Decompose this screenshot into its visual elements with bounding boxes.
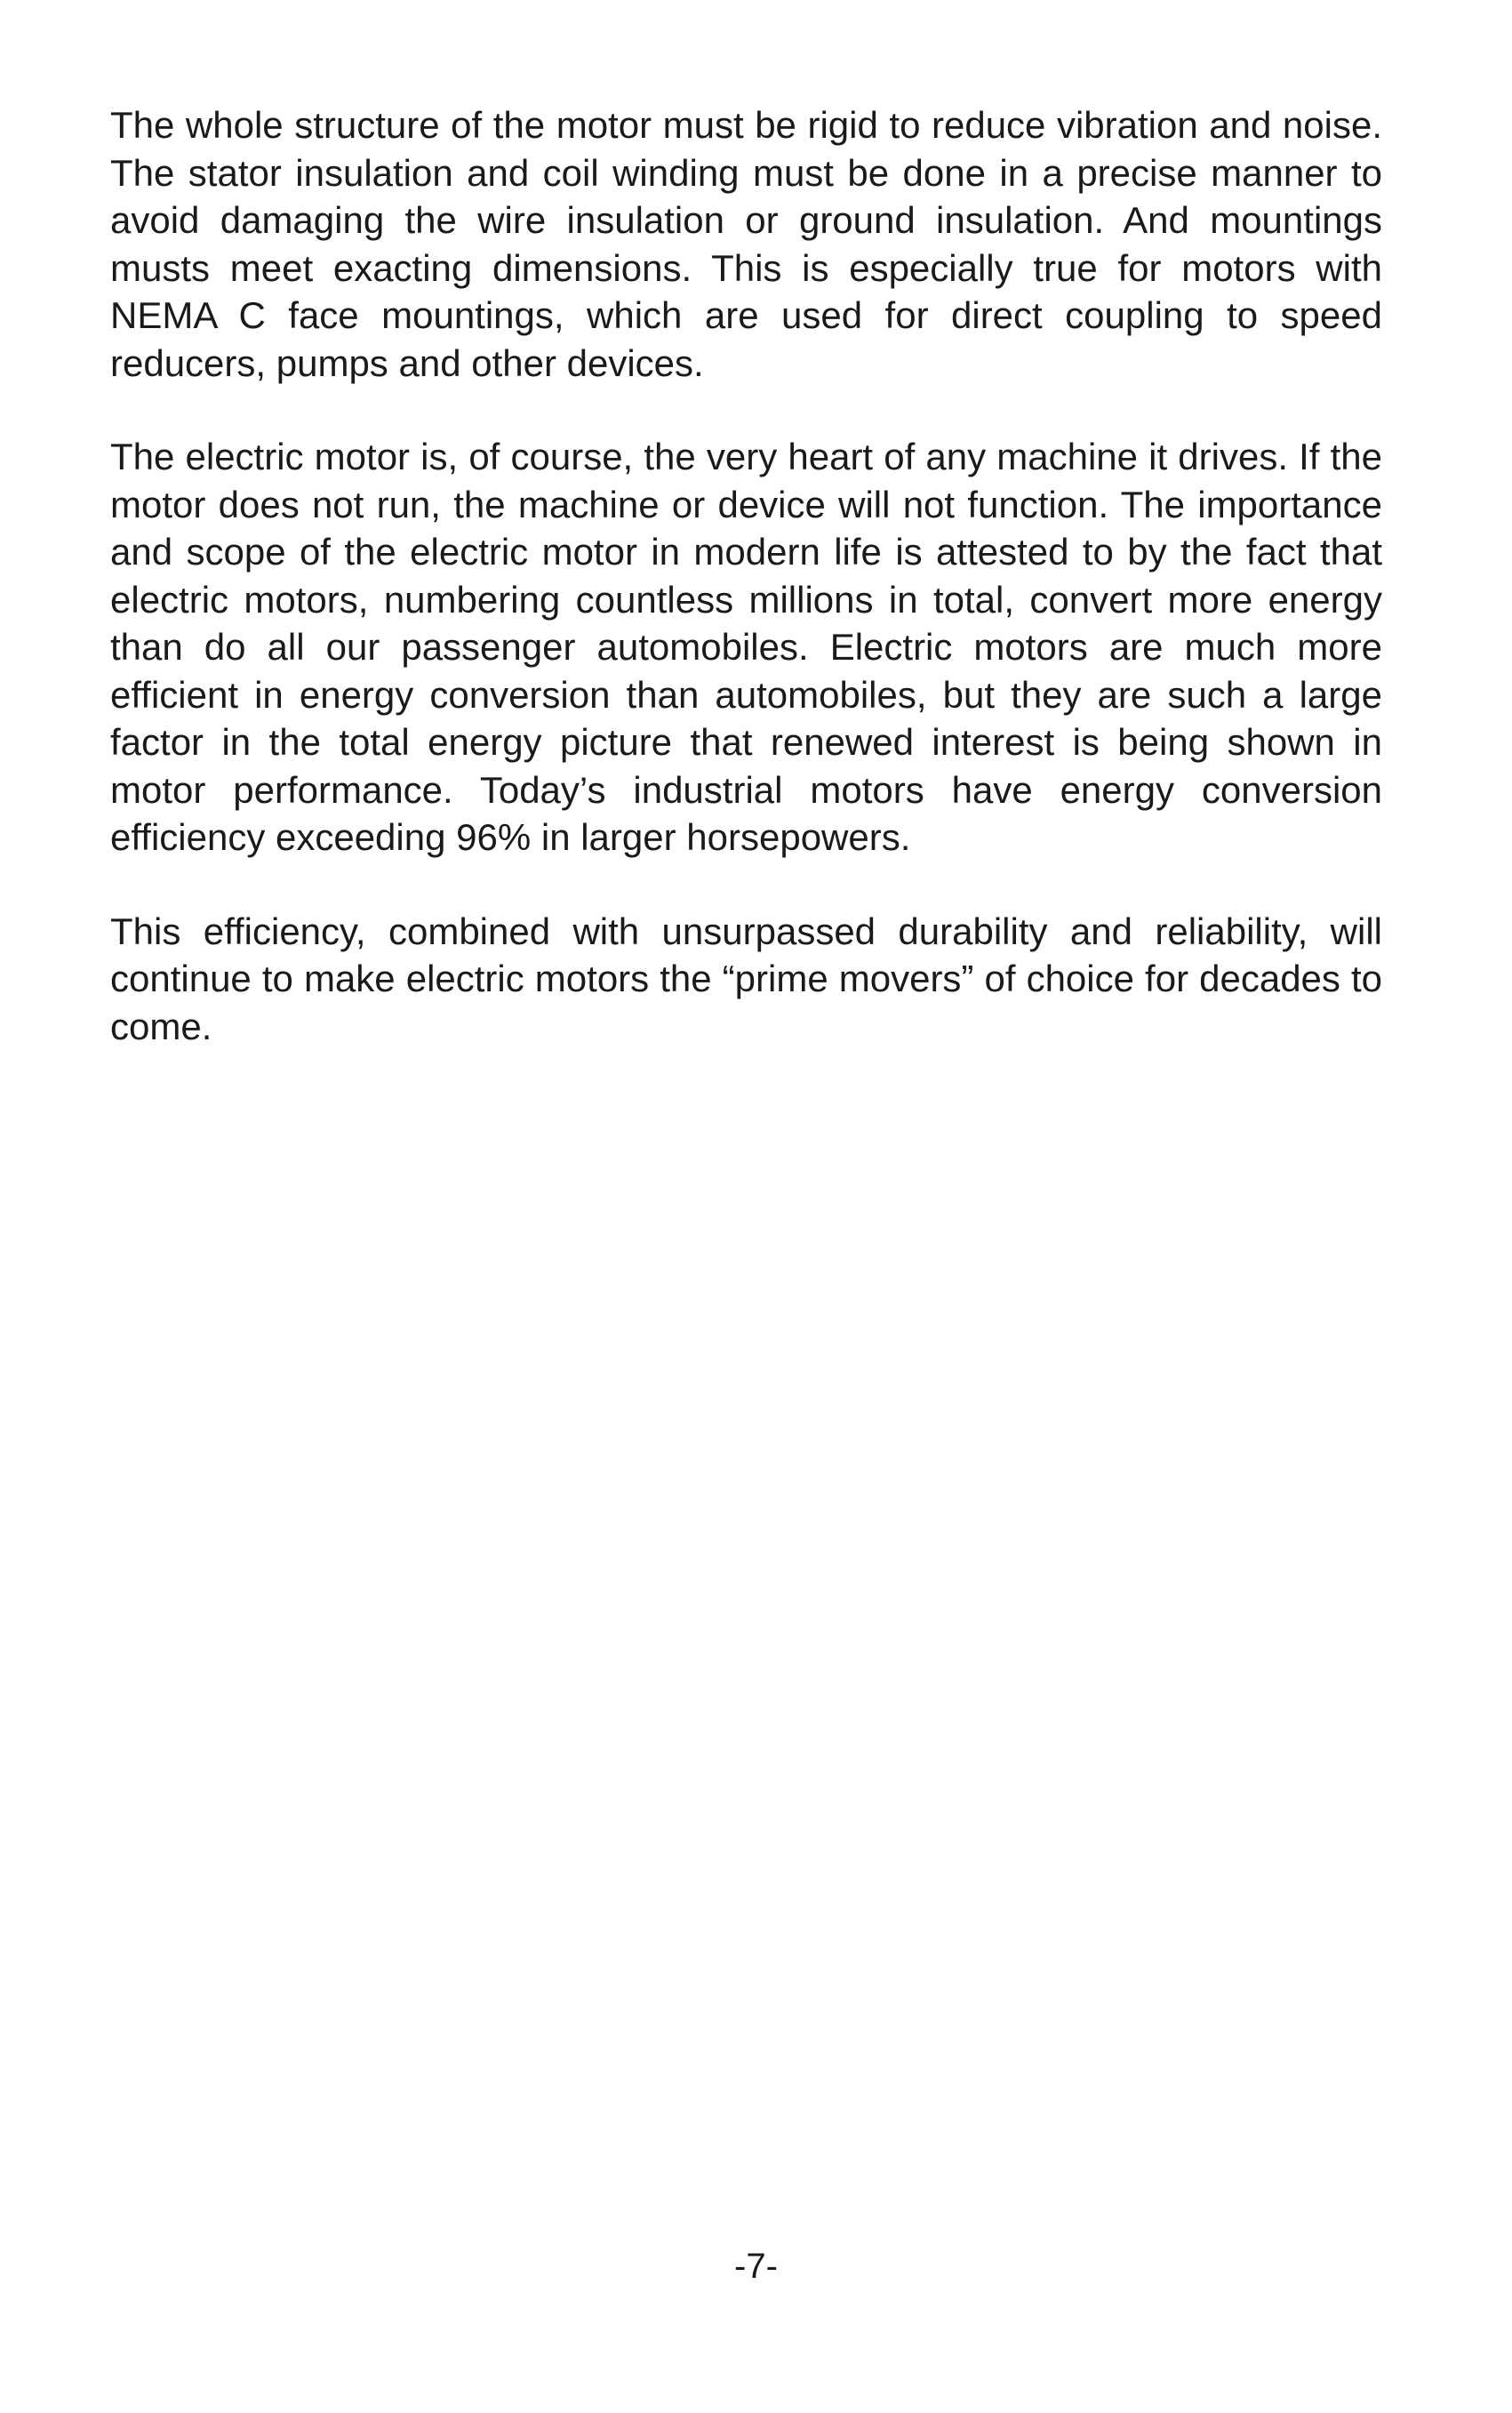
body-text [110, 101, 1382, 1096]
page-number: -7- [734, 2247, 778, 2286]
paragraph-electric-motor-heart: The electric motor is, of course, the very heart of any machine it drives. If the motor does not run, the machine or device will not function. The importance and scope of the electric motor in modern life is attested to by the fact that electric motors, numbering countless millions in total, convert more energy than do all our passenger automobiles. Electric motors are much more efficient in energy conversion than automobiles, but they are such a large factor in the total energy picture that renewed interest is being shown in motor performance. Today’s industrial motors have energy conversion efficiency exceeding 96% in larger horsepowers. [110, 436, 1382, 858]
paragraph-motor-structure: The whole structure of the motor must be rigid to reduce vibration and noise. The stator insulation and coil winding must be done in a precise manner to avoid damaging the wire insulation or ground insulation. And mountings musts meet exacting dimensions. This is especially true for motors with NEMA C face mountings, which are used for direct coupling to speed reducers, pumps and other devices. [110, 104, 1382, 384]
paragraph-efficiency: This efficiency, combined with unsurpassed durability and reliability, will continue to make electric motors the “prime movers” of choice for decades to come. [110, 910, 1382, 1047]
